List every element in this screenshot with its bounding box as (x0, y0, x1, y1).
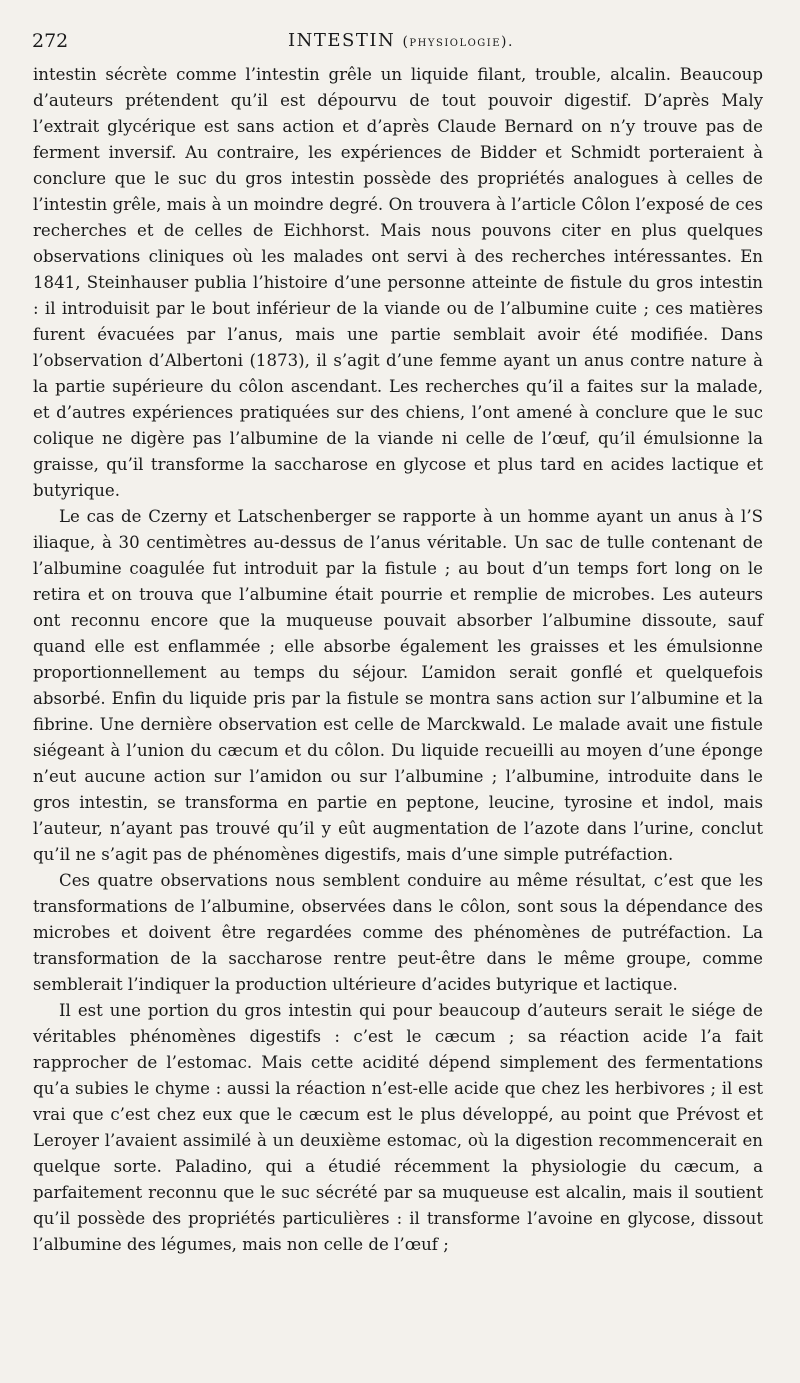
page-number: 272 (32, 30, 69, 52)
paragraph: intestin sécrète comme l’intestin grêle un liquide filant, trouble, alcalin. Beaucoup d’auteurs prétendent qu’il est dépourvu de tout pouvoir digestif. D’après Maly l’extrait glycérique est sans action et d’après Claude Bernard on n’y trouve pas de ferment inversif. Au contraire, les expériences de Bidder et Schmidt porteraient à conclure que le suc du gros intestin possède des propriétés analogues à celles de l’intestin grêle, mais à un moindre degré. On trouvera à l’article Côlon l’exposé de ces recherches et de celles de Eichhorst. Mais nous pouvons citer en plus quelques observations cliniques où les malades ont servi à des recherches intéressantes. En 1841, Steinhauser publia l’histoire d’une personne atteinte de fistule du gros intestin : il introduisit par le bout inférieur de la viande ou de l’albumine cuite ; ces matières furent évacuées par l’anus, mais une partie semblait avoir été modifiée. Dans l’observation d’Albertoni (1873), il s’agit d’une femme ayant un anus contre nature à la partie supérieure du côlon ascendant. Les recherches qu’il a faites sur la malade, et d’autres expériences pratiquées sur des chiens, l’ont amené à conclure que le suc colique ne digère pas l’albumine de la viande ni celle de l’œuf, qu’il émulsionne la graisse, qu’il transforme la saccharose en glycose et plus tard en acides lactique et butyrique. (33, 65, 763, 500)
running-header (32, 30, 770, 60)
running-title-main: INTESTIN (288, 30, 396, 51)
paragraph: Il est une portion du gros intestin qui pour beaucoup d’auteurs serait le siége de véritables phénomènes digestifs : c’est le cæcum ; sa réaction acide l’a fait rapprocher de l’estomac. Mais cette acidité dépend simplement des fermentations qu’a subies le chyme : aussi la réaction n’est-elle acide que chez les herbivores ; il est vrai que c’est chez eux que le cæcum est le plus développé, au point que Prévost et Leroyer l’avaient assimilé à un deuxième estomac, où la digestion recommencerait en quelque sorte. Paladino, qui a étudié récemment la physiologie du cæcum, a parfaitement reconnu que le suc sécrété par sa muqueuse est alcalin, mais il soutient qu’il possède des propriétés particulières : il transforme l’avoine en glycose, dissout l’albumine des légumes, mais non celle de l’œuf ; (33, 1001, 763, 1254)
paragraph: Le cas de Czerny et Latschenberger se rapporte à un homme ayant un anus à l’S iliaque, à 30 centimètres au-dessus de l’anus véritable. Un sac de tulle contenant de l’albumine coagulée fut introduit par la fistule ; au bout d’un temps fort long on le retira et on trouva que l’albumine était pourrie et remplie de microbes. Les auteurs ont reconnu encore que la muqueuse pouvait absorber l’albumine dissoute, sauf quand elle est enflammée ; elle absorbe également les graisses et les émulsionne proportionnellement au temps du séjour. L’amidon serait gonflé et quelquefois absorbé. Enfin du liquide pris par la fistule se montra sans action sur l’albumine et la fibrine. Une dernière observation est celle de Marckwald. Le malade avait une fistule siégeant à l’union du cæcum et du côlon. Du liquide recueilli au moyen d’une éponge n’eut aucune action sur l’amidon ou sur l’albumine ; l’albumine, introduite dans le gros intestin, se transforma en partie en peptone, leucine, tyrosine et indol, mais l’auteur, n’ayant pas trouvé qu’il y eût augmentation de l’azote dans l’urine, conclut qu’il ne s’agit pas de phénomènes digestifs, mais d’une simple putréfaction. (33, 507, 763, 864)
running-title (32, 30, 770, 51)
running-title-subtitle: (physiologie). (402, 34, 514, 50)
body-text (33, 62, 763, 1258)
paragraph: Ces quatre observations nous semblent conduire au même résultat, c’est que les transformations de l’albumine, observées dans le côlon, sont sous la dépendance des microbes et doivent être regardées comme des phénomènes de putréfaction. La transformation de la saccharose rentre peut-être dans le même groupe, comme semblerait l’indiquer la production ultérieure d’acides butyrique et lactique. (33, 871, 763, 994)
